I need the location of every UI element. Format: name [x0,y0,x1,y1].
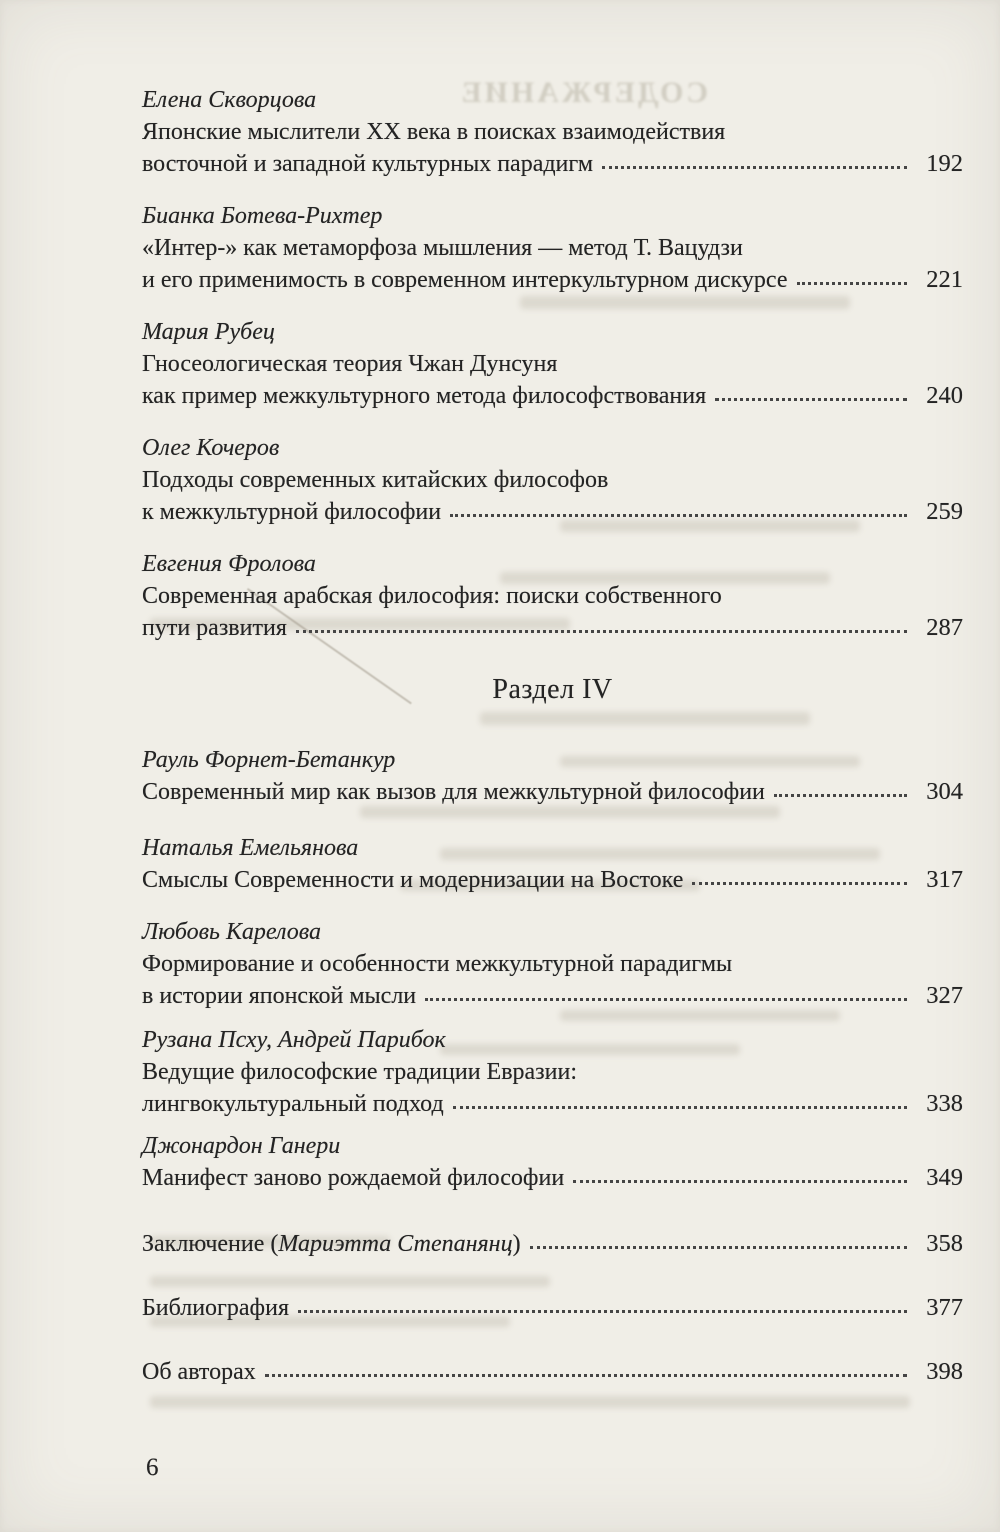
toc-entry-last-line [142,864,963,896]
toc-entry-page-number: 338 [926,1090,963,1117]
section-heading: Раздел IV [492,674,613,705]
toc-entry [142,916,963,1012]
dot-leader [265,1374,907,1377]
toc-entry-last-line [142,1162,963,1194]
toc-entry-title-text: Смыслы Современности и модернизации на Востоке [142,867,684,893]
toc-entry-page-number: 259 [926,498,963,525]
toc-entry-title-text: Современный мир как вызов для межкультурной философии [142,779,765,805]
toc-entry [142,432,963,528]
bleed-through-text: СОДЕРЖАНИЕ [458,76,708,109]
toc-entry-page-number: 304 [926,778,963,805]
toc-entry-title-line: Японские мыслители XX века в поисках взаимодействия [142,119,726,145]
dot-leader [797,282,907,285]
dot-leader [450,514,907,517]
toc-entry-title-line: «Интер-» как метаморфоза мышления — метод Т. Вацудзи [142,235,743,261]
dot-leader [573,1180,907,1183]
toc-entry-title-line: Ведущие философские традиции Евразии: [142,1059,578,1085]
toc-end-item [142,1228,963,1260]
toc-entry-title-text: как пример межкультурного метода философствования [142,383,707,409]
toc-entry-last-line [142,148,963,180]
toc-entry-page-number: 349 [926,1164,963,1191]
toc-entry [142,1130,963,1194]
toc-entry-author: Евгения Фролова [142,551,316,577]
toc-entry-author: Мария Рубец [142,319,275,345]
end-item-label-author: Мариэтта Степанянц [278,1231,513,1257]
toc-entry-title-text: пути развития [142,615,287,641]
dot-leader [692,882,907,885]
end-item-label [142,1228,521,1260]
toc-entry-title-text: Манифест заново рождаемой философии [142,1165,565,1191]
toc-entry-page-number: 317 [926,866,963,893]
toc-entry-page-number: 221 [926,266,963,293]
dot-leader [425,998,907,1001]
toc-entry-page-number: 240 [926,382,963,409]
toc-entry [142,1024,963,1120]
end-item-label: Об авторах [142,1359,256,1385]
end-item-label: Библиография [142,1295,289,1321]
end-item-page-number: 358 [926,1230,963,1257]
toc-entry-page-number: 327 [926,982,963,1009]
toc-entry-author: Наталья Емельянова [142,835,359,861]
toc-end-item [142,1292,963,1324]
toc-entry-title-text: в истории японской мысли [142,983,417,1009]
toc-entry-author: Елена Скворцова [142,87,317,113]
toc-entry-title-text: восточной и западной культурных парадигм [142,151,594,177]
end-item-page-number: 377 [926,1294,963,1321]
toc-entry-author: Любовь Карелова [142,919,321,945]
toc-entry-author: Рауль Форнет-Бетанкур [142,747,396,773]
toc-entry-title-text: лингвокультуральный подход [142,1091,444,1117]
scan-artifact [150,1396,910,1408]
toc-entry-title-line: Современная арабская философия: поиски собственного [142,583,722,609]
toc-entry [142,84,963,180]
table-of-contents [142,84,963,1388]
dot-leader [774,794,907,797]
toc-entry-title-text: и его применимость в современном интеркультурном дискурсе [142,267,788,293]
page-number: 6 [146,1454,159,1481]
toc-entry-author: Рузана Псху, Андрей Парибок [142,1027,446,1053]
toc-entry-author: Бианка Ботева-Рихтер [142,203,383,229]
end-item-label-prefix: Заключение ( [142,1231,279,1257]
toc-entry-last-line [142,1088,963,1120]
toc-end-item [142,1356,963,1388]
toc-entry-last-line [142,264,963,296]
toc-entry-title-text: к межкультурной философии [142,499,442,525]
toc-entry [142,200,963,296]
toc-entry [142,832,963,896]
toc-entry [142,548,963,644]
toc-entry-last-line [142,776,963,808]
dot-leader [298,1310,907,1313]
toc-entry [142,744,963,808]
toc-entry-last-line [142,612,963,644]
end-item-page-number: 398 [926,1358,963,1385]
toc-entry-page-number: 192 [926,150,963,177]
toc-entry-author: Джонардон Ганери [142,1133,341,1159]
toc-entry-last-line [142,496,963,528]
dot-leader [296,630,907,633]
toc-entry-last-line [142,380,963,412]
end-item-label-suffix: ) [512,1231,521,1257]
toc-entry-author: Олег Кочеров [142,435,280,461]
dot-leader [715,398,907,401]
dot-leader [453,1106,907,1109]
dot-leader [530,1246,907,1249]
toc-entry [142,316,963,412]
toc-entry-title-line: Гносеологическая теория Чжан Дунсуня [142,351,558,377]
dot-leader [602,166,907,169]
toc-endmatter [142,1228,963,1388]
toc-entry-last-line [142,980,963,1012]
toc-entry-title-line: Подходы современных китайских философов [142,467,609,493]
toc-entry-page-number: 287 [926,614,963,641]
toc-entry-title-line: Формирование и особенности межкультурной парадигмы [142,951,733,977]
